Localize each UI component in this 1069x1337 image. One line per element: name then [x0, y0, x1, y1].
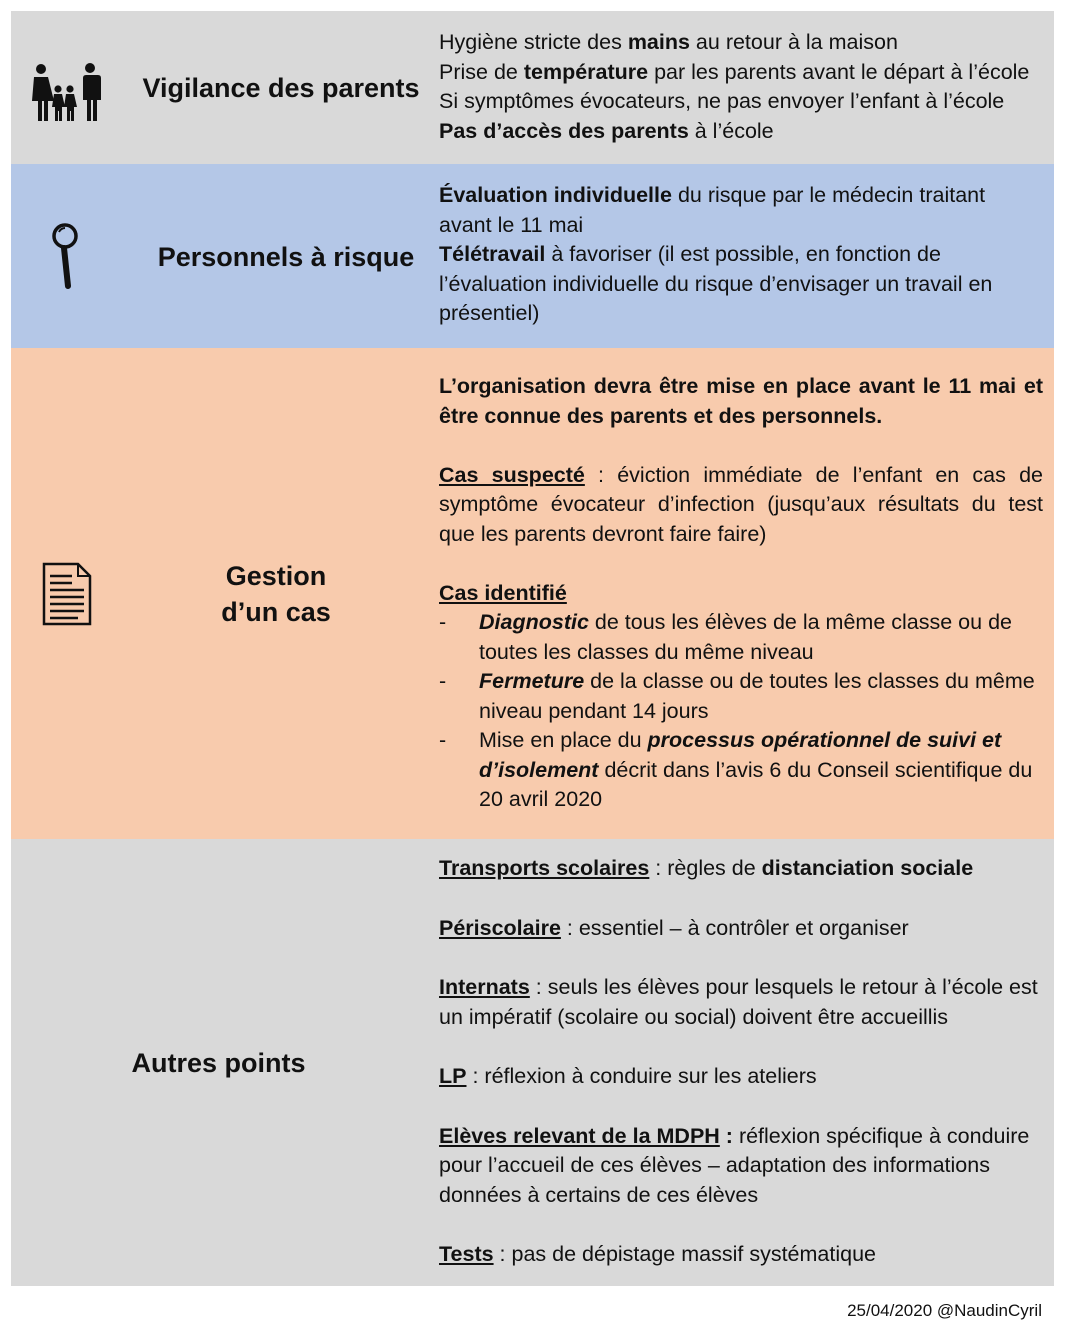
row-body [439, 181, 1043, 329]
row-label [161, 558, 391, 630]
row-body [439, 372, 1043, 815]
row-label-line: Gestion [225, 561, 327, 591]
paragraph: LP : réflexion à conduire sur les ateliers [439, 1064, 817, 1088]
row-body [439, 854, 1043, 1270]
list-item: - Fermeture de la classe ou de toutes les classes du même niveau pendant 14 jours [439, 667, 1043, 726]
paragraph: Transports scolaires : règles de distanciation sociale [439, 856, 974, 880]
paragraph: Cas suspecté : éviction immédiate de l’enfant en cas de symptôme évocateur d’infection (jusqu’aux résultats du test que les parents devront faire faire) [439, 462, 1043, 546]
row-label: Autres points [131, 1048, 306, 1078]
paragraph: Elèves relevant de la MDPH : réflexion spécifique à conduire pour l’accueil de ces élèves – adaptation des informations données à certains de ces élèves [439, 1123, 1030, 1207]
paragraph: Évaluation individuelle du risque par le médecin traitant avant le 11 mai [439, 183, 986, 237]
text-line: Si symptômes évocateurs, ne pas envoyer l’enfant à l’école [439, 89, 1005, 113]
section-title: Cas identifié [439, 580, 567, 605]
row-label-line: d’un cas [221, 597, 331, 627]
magnifier-icon [51, 222, 81, 292]
text-line: Prise de température par les parents avant le départ à l’école [439, 59, 1030, 84]
row-gestion-cas [11, 348, 1054, 839]
row-parents-vigilance [11, 11, 1054, 164]
family-icon [30, 63, 102, 123]
document-icon [42, 562, 92, 626]
list-item: - Diagnostic de tous les élèves de la même classe ou de toutes les classes du même niveau [439, 608, 1043, 667]
intro-paragraph: L’organisation devra être mise en place avant le 11 mai et être connue des parents et des personnels. [439, 374, 1043, 428]
text-line: Hygiène stricte des mains au retour à la maison [439, 30, 898, 54]
text-line: Pas d’accès des parents à l’école [439, 118, 774, 143]
list-item: - Mise en place du processus opérationnel de suivi et d’isolement décrit dans l’avis 6 du Conseil scientifique du 20 avril 2020 [439, 726, 1043, 815]
paragraph: Périscolaire : essentiel – à contrôler et organiser [439, 915, 909, 940]
row-body [439, 28, 1043, 146]
row-label: Personnels à risque [157, 242, 415, 272]
row-personnels-risque [11, 164, 1054, 348]
paragraph: Tests : pas de dépistage massif systématique [439, 1242, 877, 1266]
paragraph: Télétravail à favoriser (il est possible, en fonction de l’évaluation individuelle du risque d’envisager un travail en présentiel) [439, 242, 993, 325]
row-label: Vigilance des parents [142, 73, 420, 103]
identified-list [439, 608, 1043, 815]
row-autres-points [11, 839, 1054, 1286]
paragraph: Internats : seuls les élèves pour lesquels le retour à l’école est un impératif (scolaire ou social) doivent être accueillis [439, 975, 1038, 1029]
footer-credit: 25/04/2020 @NaudinCyril [847, 1301, 1042, 1320]
